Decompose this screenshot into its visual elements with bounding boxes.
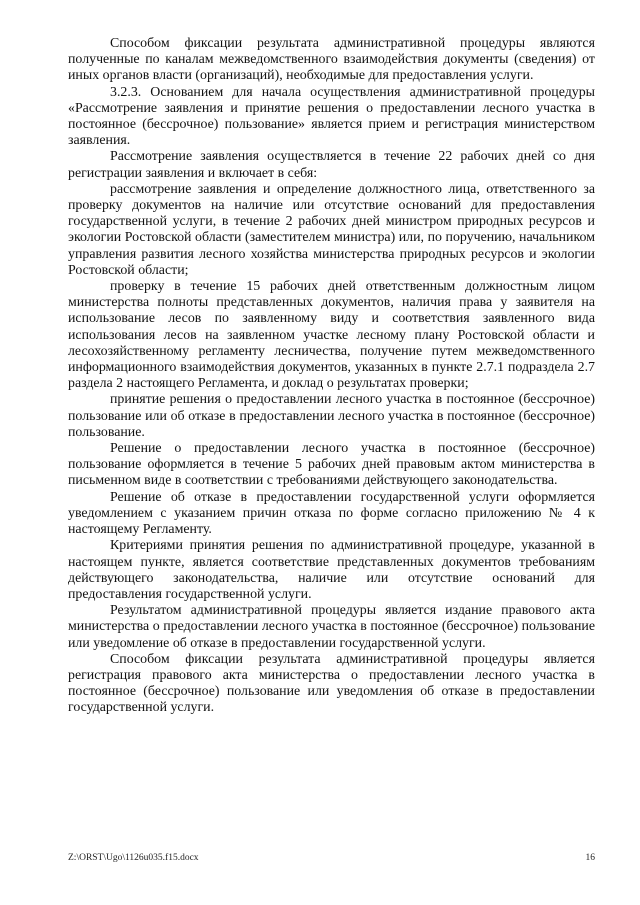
paragraph-review-assignment: рассмотрение заявления и определение должностного лица, ответственного за проверку документов на наличие или отсутствие оснований для предоставления государственной услуги, в течение 2 рабочих дней министром природных ресурсов и экологии Ростовской области (заместителем министра) или, по поручению, начальником управления развития лесного хозяйства министерства природных ресурсов и экологии Ростовской области;: [68, 181, 595, 278]
footer-page-number: 16: [585, 853, 595, 863]
footer-file-path: Z:\ORST\Ugo\1126u035.f15.docx: [68, 853, 199, 863]
paragraph-decision-grant: Решение о предоставлении лесного участка в постоянное (бессрочное) пользование оформляется в течение 5 рабочих дней правовым актом министерства в письменном виде в соответствии с требованиями действующего законодательства.: [68, 441, 595, 489]
paragraph-review-period: Рассмотрение заявления осуществляется в течение 22 рабочих дней со дня регистрации заявления и включает в себя:: [68, 149, 595, 181]
paragraph-decision-making: принятие решения о предоставлении лесного участка в постоянное (бессрочное) пользование или об отказе в предоставлении лесного участка в постоянное (бессрочное) пользование.: [68, 392, 595, 440]
paragraph-document-check: проверку в течение 15 рабочих дней ответственным должностным лицом министерства полноты представленных документов, наличия права у заявителя на использование лесов по заявленному виду и соответствия заявленного вида использования лесов на заявленном участке лесному плану Ростовской области и лесохозяйственному регламенту лесничества, получение путем межведомственного информационного взаимодействия документов, указанных в пункте 2.7.1 подраздела 2.7 раздела 2 настоящего Регламента, и доклад о результатах проверки;: [68, 279, 595, 392]
paragraph-result-fixation-registration: Способом фиксации результата административной процедуры является регистрация правового акта министерства о предоставлении лесного участка в постоянное (бессрочное) пользование или уведомления об отказе в предоставлении государственной услуги.: [68, 651, 595, 716]
paragraph-3-2-3-basis: 3.2.3. Основанием для начала осуществления административной процедуры «Рассмотрение заявления и принятие решения о предоставлении лесного участка в постоянное (бессрочное) пользование» является прием и регистрация министерством заявления.: [68, 84, 595, 149]
paragraph-decision-refusal: Решение об отказе в предоставлении государственной услуги оформляется уведомлением с указанием причин отказа по форме согласно приложению № 4 к настоящему Регламенту.: [68, 489, 595, 538]
document-body: [68, 36, 595, 717]
paragraph-procedure-result: Результатом административной процедуры является издание правового акта министерства о предоставлении лесного участка в постоянное (бессрочное) пользование или уведомление об отказе в предоставлении государственной услуги.: [68, 603, 595, 651]
paragraph-result-fixation-interagency: Способом фиксации результата административной процедуры являются полученные по каналам межведомственного взаимодействия документы (сведения) от иных органов власти (организаций), необходимые для предоставления услуги.: [68, 36, 595, 84]
paragraph-decision-criteria: Критериями принятия решения по административной процедуре, указанной в настоящем пункте, является соответствие представленных документов требованиям действующего законодательства, наличие или отсутствие оснований для предоставления государственной услуги.: [68, 538, 595, 602]
page-footer: [68, 853, 595, 867]
